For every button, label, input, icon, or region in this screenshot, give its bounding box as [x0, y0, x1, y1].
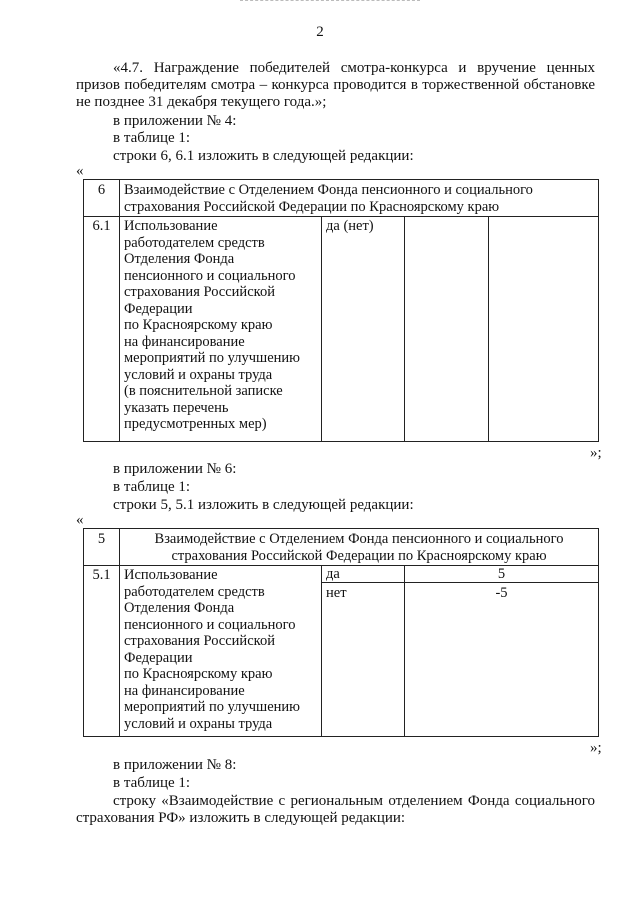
annex4-row6-1-answer: да (нет)	[326, 218, 374, 234]
annex6-no-label: нет	[326, 585, 347, 601]
annex4-row6-number: 6	[97, 182, 106, 198]
annex6-yes-score: 5	[497, 566, 506, 582]
annex4-table-ref: в таблице 1:	[113, 130, 191, 146]
annex6-row5-1-text: Использование работодателем средств Отделения Фонда пенсионного и социального страхования Российской Федерации по Красноярскому краю на финансирование мероприятий по улучшению условий и охраны труда	[124, 567, 301, 732]
annex6-row5-1-number: 5.1	[92, 567, 111, 583]
annex4-table	[83, 179, 599, 442]
annex6-open-quote: «	[76, 512, 84, 528]
annex8-table-ref: в таблице 1:	[113, 775, 191, 791]
annex6-row5-number: 5	[97, 531, 106, 547]
page-number: 2	[316, 24, 324, 40]
annex8-line1: строку «Взаимодействие с региональным отделением Фонда социального	[113, 793, 595, 809]
paragraph-4-7-line2: призов победителям смотра – конкурса проводится в торжественной обстановке	[76, 77, 595, 93]
annex6-table	[83, 528, 599, 737]
annex6-no-score: -5	[495, 585, 508, 601]
annex6-row5-text: Взаимодействие с Отделением Фонда пенсионного и социального страхования Российской Федерации по Красноярскому краю	[154, 531, 564, 564]
annex4-row6-1-text: Использование работодателем средств Отделения Фонда пенсионного и социального страхования Российской Федерации по Красноярскому краю на финансирование мероприятий по улучшению условий и охраны труда (в пояснительной записке указать перечень предусмотренных мер)	[124, 218, 301, 432]
annex4-open-quote: «	[76, 163, 84, 179]
annex4-instruction: строки 6, 6.1 изложить в следующей редакции:	[113, 148, 414, 164]
paragraph-4-7-line3: не позднее 31 декабря текущего года.»;	[76, 94, 327, 110]
annex6-close-quote: »;	[590, 740, 602, 756]
annex4-intro: в приложении № 4:	[113, 113, 237, 129]
annex4-close-quote: »;	[590, 445, 602, 461]
annex6-yes-label: да	[326, 566, 340, 582]
scan-edge-mark	[240, 0, 420, 2]
annex4-row6-1-number: 6.1	[92, 218, 111, 234]
annex8-line2: страхования РФ» изложить в следующей редакции:	[76, 810, 406, 826]
annex4-row6-text: Взаимодействие с Отделением Фонда пенсионного и социального страхования Российской Федерации по Красноярскому краю	[124, 182, 533, 215]
annex6-intro: в приложении № 6:	[113, 461, 237, 477]
annex6-table-ref: в таблице 1:	[113, 479, 191, 495]
annex8-intro: в приложении № 8:	[113, 757, 237, 773]
paragraph-4-7-line1: «4.7. Награждение победителей смотра-конкурса и вручение ценных	[113, 60, 595, 76]
annex6-instruction: строки 5, 5.1 изложить в следующей редакции:	[113, 497, 414, 513]
